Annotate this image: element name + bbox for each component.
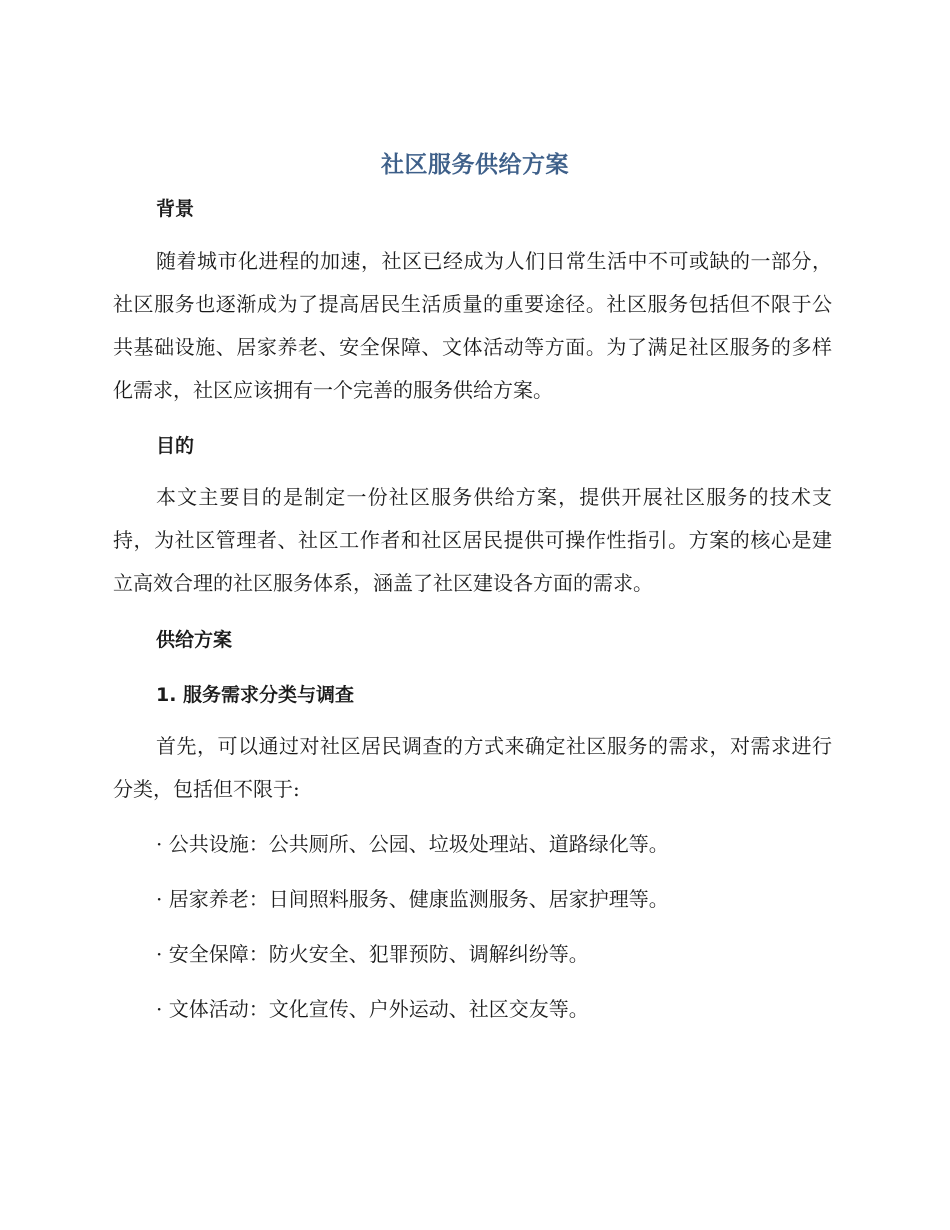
list-item: · 公共设施：公共厕所、公园、垃圾处理站、道路绿化等。 — [156, 832, 669, 856]
section-heading-purpose: 目的 — [156, 435, 195, 457]
list-item: · 文体活动：文化宣传、户外运动、社区交友等。 — [156, 997, 589, 1021]
list-item: · 安全保障：防火安全、犯罪预防、调解纠纷等。 — [156, 942, 589, 966]
paragraph-purpose: 本文主要目的是制定一份社区服务供给方案，提供开展社区服务的技术支持，为社区管理者、社区工作者和社区居民提供可操作性指引。方案的核心是建立高效合理的社区服务体系，涵盖了社区建设各方面的需求。 — [113, 485, 832, 595]
section-heading-background: 背景 — [156, 198, 195, 220]
paragraph-demand-survey: 首先，可以通过对社区居民调查的方式来确定社区服务的需求，对需求进行分类，包括但不限于: — [113, 734, 832, 801]
document-title: 社区服务供给方案 — [381, 152, 569, 178]
subheading-demand-survey: 1. 服务需求分类与调查 — [156, 684, 355, 706]
section-heading-supply-plan: 供给方案 — [156, 629, 233, 651]
list-item: · 居家养老：日间照料服务、健康监测服务、居家护理等。 — [156, 887, 669, 911]
paragraph-background: 随着城市化进程的加速，社区已经成为人们日常生活中不可或缺的一部分，社区服务也逐渐成为了提高居民生活质量的重要途径。社区服务包括但不限于公共基础设施、居家养老、安全保障、文体活动等方面。为了满足社区服务的多样化需求，社区应该拥有一个完善的服务供给方案。 — [113, 249, 832, 402]
